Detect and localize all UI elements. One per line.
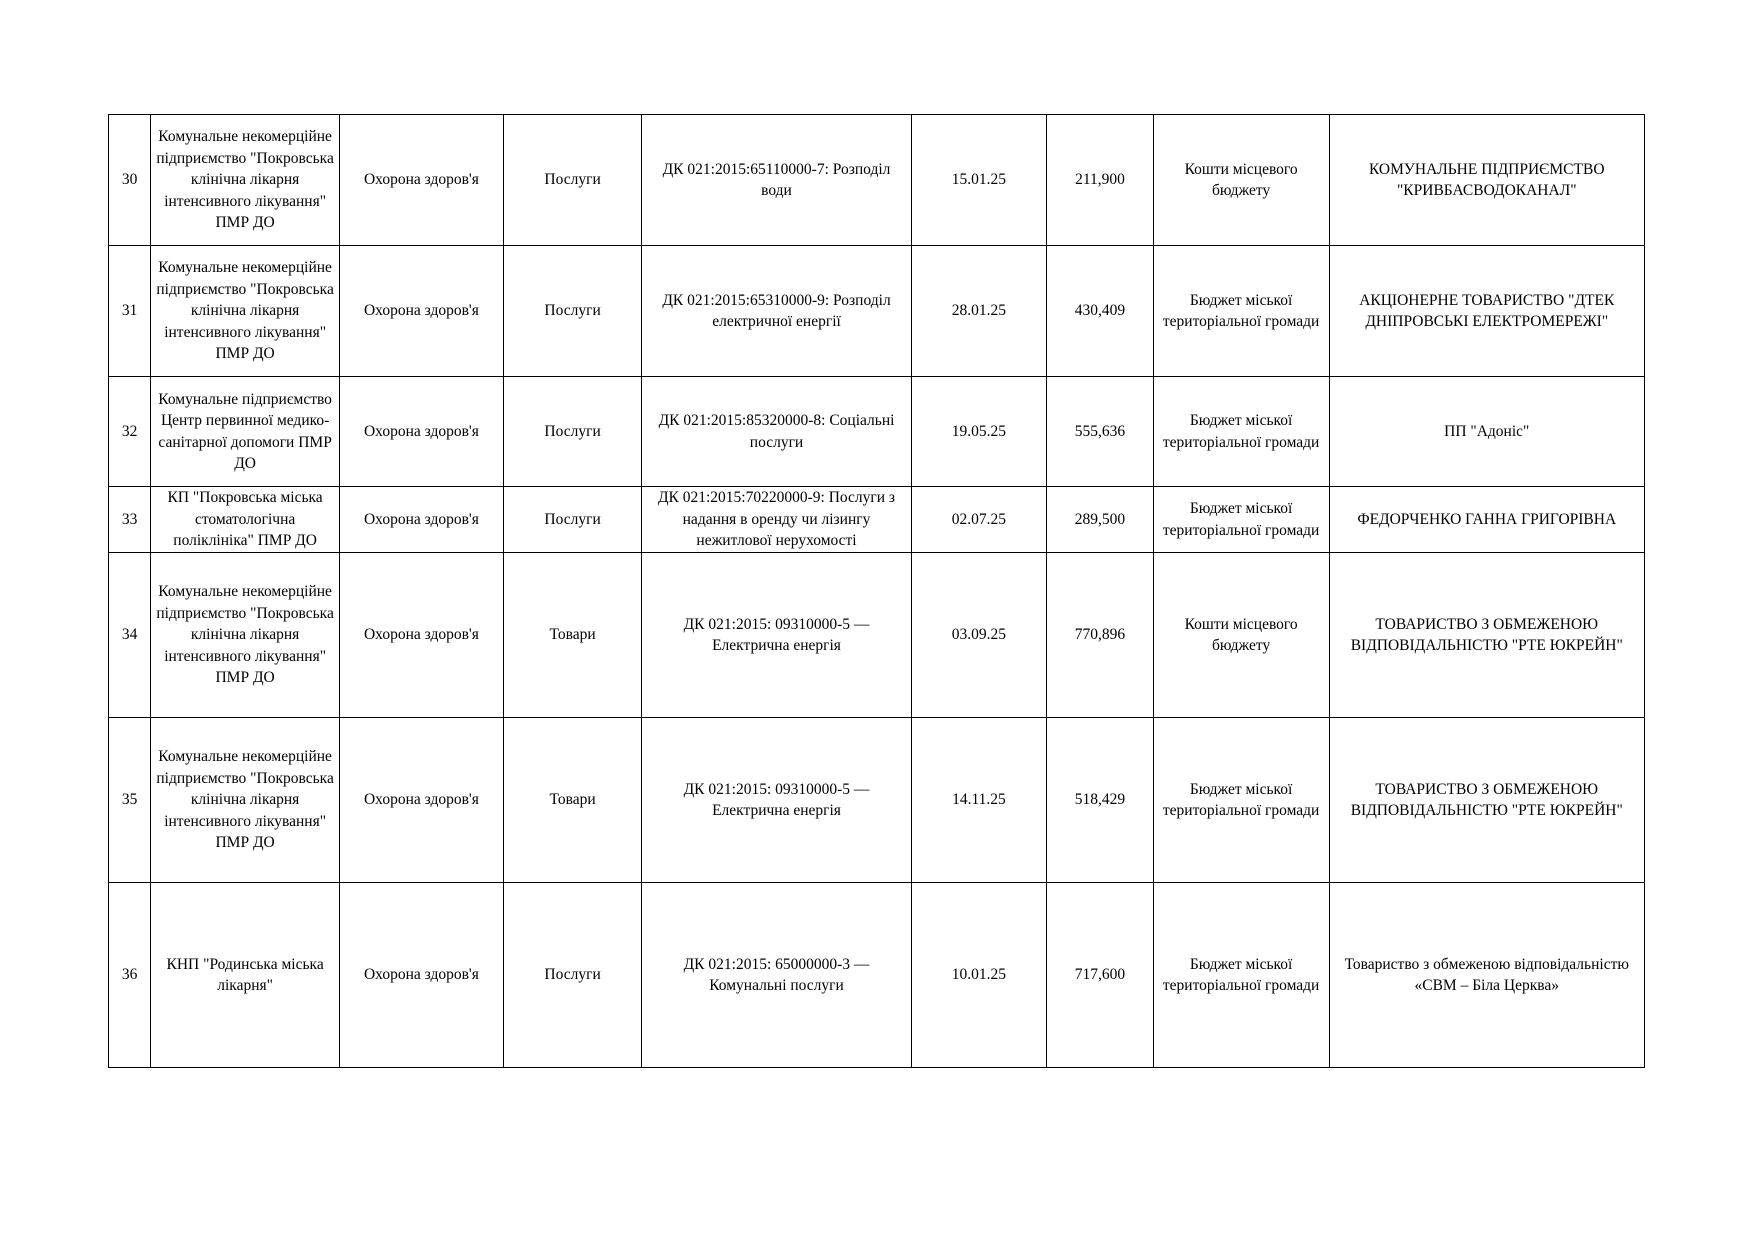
row-number: 35 (109, 718, 151, 883)
contract-date: 10.01.25 (911, 883, 1047, 1068)
funding-source: Кошти місцевого бюджету (1153, 553, 1329, 718)
sector: Охорона здоров'я (340, 553, 504, 718)
contract-amount: 717,600 (1047, 883, 1153, 1068)
supplier-name: ПП "Адоніс" (1329, 377, 1644, 487)
table-row (109, 553, 1645, 718)
funding-source: Бюджет міської територіальної громади (1153, 883, 1329, 1068)
contract-date: 14.11.25 (911, 718, 1047, 883)
funding-source: Бюджет міської територіальної громади (1153, 246, 1329, 377)
row-number: 36 (109, 883, 151, 1068)
supplier-name: Товариство з обмеженою відповідальністю «СВМ – Біла Церква» (1329, 883, 1644, 1068)
procurement-category: Товари (503, 718, 642, 883)
procurement-category: Послуги (503, 377, 642, 487)
contract-date: 19.05.25 (911, 377, 1047, 487)
row-number: 31 (109, 246, 151, 377)
sector: Охорона здоров'я (340, 377, 504, 487)
row-number: 33 (109, 487, 151, 553)
row-number: 34 (109, 553, 151, 718)
table-row (109, 115, 1645, 246)
procurement-table (108, 114, 1645, 1068)
procurement-category: Послуги (503, 883, 642, 1068)
sector: Охорона здоров'я (340, 246, 504, 377)
contract-date: 28.01.25 (911, 246, 1047, 377)
procurement-subject: ДК 021:2015:65310000-9: Розподіл електричної енергії (642, 246, 911, 377)
table-row (109, 718, 1645, 883)
table-row (109, 377, 1645, 487)
sector: Охорона здоров'я (340, 115, 504, 246)
institution-name: Комунальне підприємство Центр первинної медико-санітарної допомоги ПМР ДО (151, 377, 340, 487)
procurement-subject: ДК 021:2015:85320000-8: Соціальні послуги (642, 377, 911, 487)
procurement-subject: ДК 021:2015: 09310000-5 — Електрична енергія (642, 553, 911, 718)
funding-source: Кошти місцевого бюджету (1153, 115, 1329, 246)
row-number: 32 (109, 377, 151, 487)
contract-amount: 555,636 (1047, 377, 1153, 487)
funding-source: Бюджет міської територіальної громади (1153, 718, 1329, 883)
contract-date: 02.07.25 (911, 487, 1047, 553)
table-row (109, 246, 1645, 377)
funding-source: Бюджет міської територіальної громади (1153, 487, 1329, 553)
supplier-name: КОМУНАЛЬНЕ ПІДПРИЄМСТВО "КРИВБАСВОДОКАНАЛ" (1329, 115, 1644, 246)
institution-name: Комунальне некомерційне підприємство "Покровська клінічна лікарня інтенсивного лікування" ПМР ДО (151, 553, 340, 718)
procurement-subject: ДК 021:2015:65110000-7: Розподіл води (642, 115, 911, 246)
sector: Охорона здоров'я (340, 487, 504, 553)
contract-amount: 430,409 (1047, 246, 1153, 377)
contract-date: 03.09.25 (911, 553, 1047, 718)
procurement-subject: ДК 021:2015:70220000-9: Послуги з надання в оренду чи лізингу нежитлової нерухомості (642, 487, 911, 553)
supplier-name: ТОВАРИСТВО З ОБМЕЖЕНОЮ ВІДПОВІДАЛЬНІСТЮ "РТЕ ЮКРЕЙН" (1329, 553, 1644, 718)
procurement-subject: ДК 021:2015: 09310000-5 — Електрична енергія (642, 718, 911, 883)
contract-amount: 211,900 (1047, 115, 1153, 246)
funding-source: Бюджет міської територіальної громади (1153, 377, 1329, 487)
table-row (109, 487, 1645, 553)
procurement-category: Товари (503, 553, 642, 718)
procurement-category: Послуги (503, 487, 642, 553)
contract-date: 15.01.25 (911, 115, 1047, 246)
institution-name: Комунальне некомерційне підприємство "Покровська клінічна лікарня інтенсивного лікування" ПМР ДО (151, 718, 340, 883)
procurement-subject: ДК 021:2015: 65000000-3 — Комунальні послуги (642, 883, 911, 1068)
institution-name: КНП "Родинська міська лікарня" (151, 883, 340, 1068)
sector: Охорона здоров'я (340, 883, 504, 1068)
supplier-name: АКЦІОНЕРНЕ ТОВАРИСТВО "ДТЕК ДНІПРОВСЬКІ ЕЛЕКТРОМЕРЕЖІ" (1329, 246, 1644, 377)
contract-amount: 518,429 (1047, 718, 1153, 883)
table-row (109, 883, 1645, 1068)
institution-name: КП "Покровська міська стоматологічна поліклініка" ПМР ДО (151, 487, 340, 553)
institution-name: Комунальне некомерційне підприємство "Покровська клінічна лікарня інтенсивного лікування" ПМР ДО (151, 115, 340, 246)
supplier-name: ФЕДОРЧЕНКО ГАННА ГРИГОРІВНА (1329, 487, 1644, 553)
row-number: 30 (109, 115, 151, 246)
sector: Охорона здоров'я (340, 718, 504, 883)
procurement-category: Послуги (503, 115, 642, 246)
contract-amount: 289,500 (1047, 487, 1153, 553)
supplier-name: ТОВАРИСТВО З ОБМЕЖЕНОЮ ВІДПОВІДАЛЬНІСТЮ "РТЕ ЮКРЕЙН" (1329, 718, 1644, 883)
institution-name: Комунальне некомерційне підприємство "Покровська клінічна лікарня інтенсивного лікування" ПМР ДО (151, 246, 340, 377)
contract-amount: 770,896 (1047, 553, 1153, 718)
procurement-category: Послуги (503, 246, 642, 377)
